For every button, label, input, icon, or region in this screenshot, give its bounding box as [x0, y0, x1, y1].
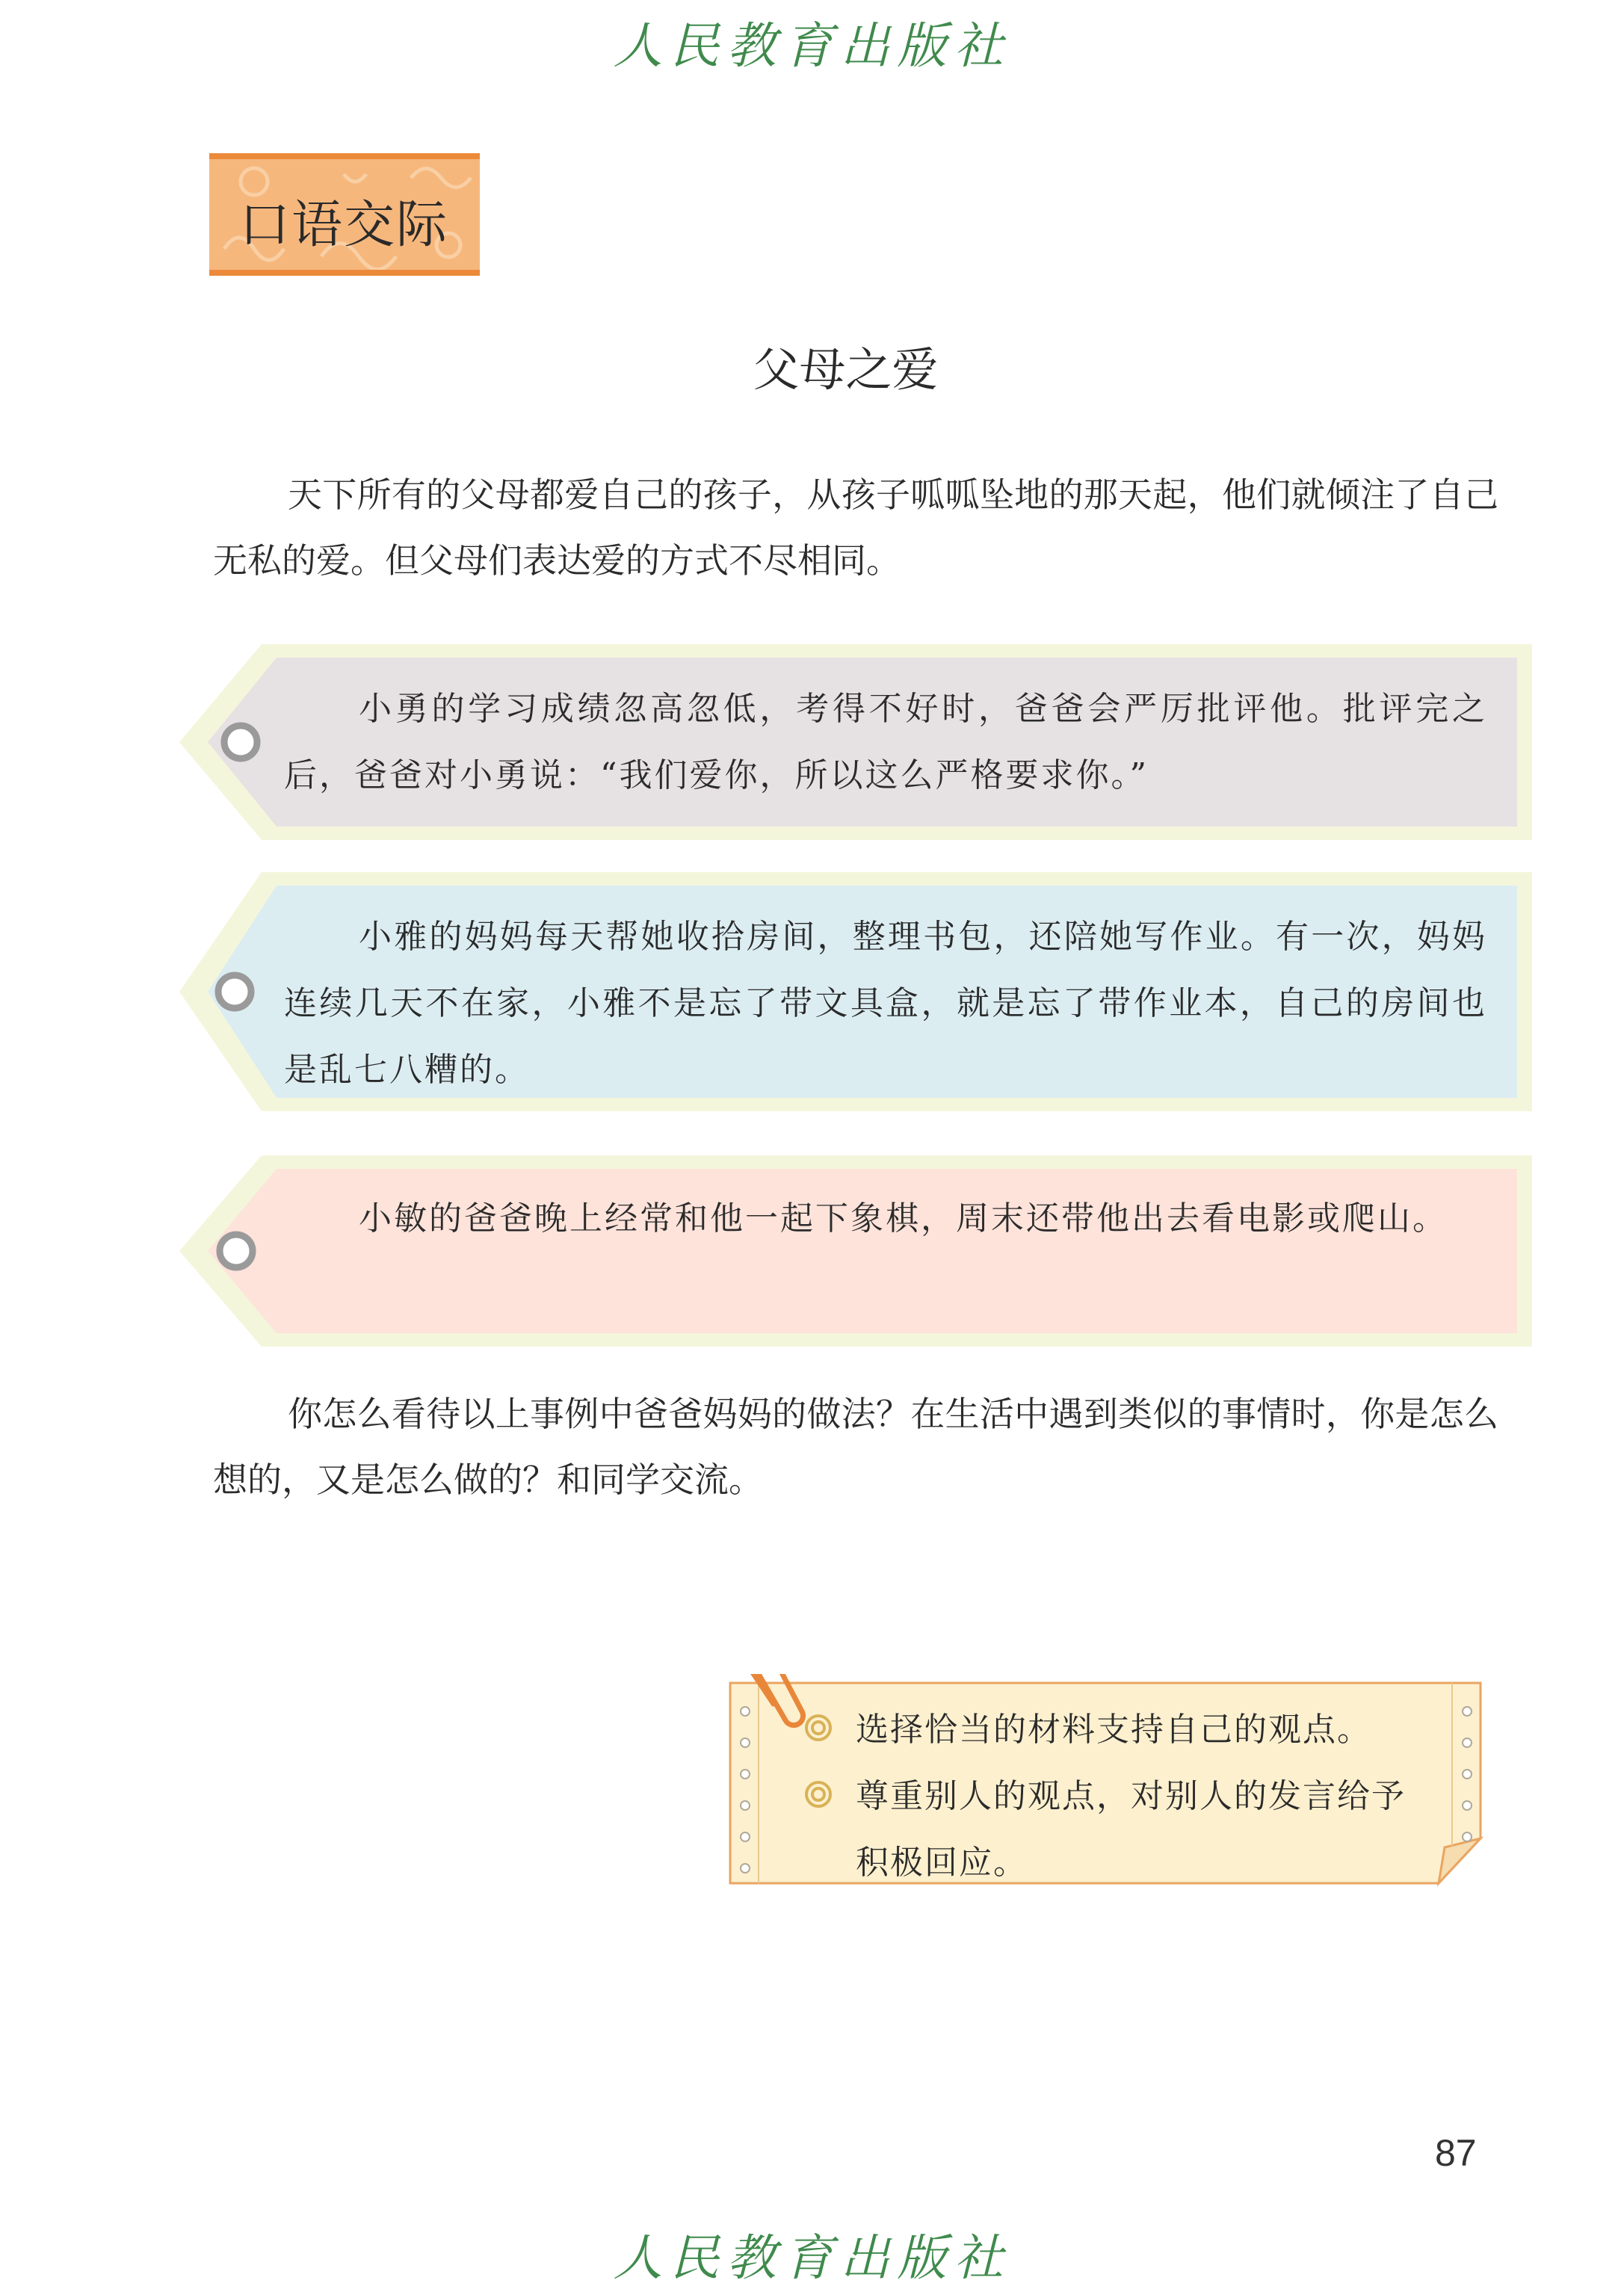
tip-note — [729, 1674, 1492, 1888]
tip-text-1: 选择恰当的材料支持自己的观点。 — [856, 1711, 1371, 1749]
example-card-1 — [179, 644, 1532, 840]
section-tag — [209, 153, 480, 276]
hole-icon — [218, 975, 251, 1008]
example-text-1: 小勇的学习成绩忽高忽低，考得不好时，爸爸会严厉批评他。批评完之后，爸爸对小勇说：“我们爱你，所以这么严格要求你。” — [284, 690, 1487, 794]
publisher-logo-bottom: 人民教育出版社 — [613, 2229, 1011, 2287]
tip-item — [803, 1696, 1416, 1763]
tip-item — [803, 1763, 1416, 1896]
page-number: 87 — [1435, 2132, 1477, 2174]
double-circle-bullet-icon — [803, 1713, 833, 1743]
hole-icon — [224, 726, 257, 759]
hole-icon — [220, 1235, 253, 1267]
page-title: 父母之爱 — [753, 342, 939, 397]
example-card-2 — [179, 872, 1532, 1111]
double-circle-bullet-icon — [803, 1779, 833, 1809]
discussion-question: 你怎么看待以上事例中爸爸妈妈的做法？在生活中遇到类似的事情时，你是怎么想的，又是怎么做的？和同学交流。 — [213, 1394, 1498, 1500]
intro-paragraph: 天下所有的父母都爱自己的孩子，从孩子呱呱坠地的那天起，他们就倾注了自己无私的爱。但父母们表达爱的方式不尽相同。 — [213, 475, 1498, 581]
example-text-2: 小雅的妈妈每天帮她收拾房间，整理书包，还陪她写作业。有一次，妈妈连续几天不在家，小雅不是忘了带文具盒，就是忘了带作业本，自己的房间也是乱七八糟的。 — [284, 918, 1487, 1089]
example-card-3 — [179, 1155, 1532, 1347]
tip-list — [803, 1696, 1416, 1896]
section-tag-label: 口语交际 — [239, 196, 449, 255]
example-text-3: 小敏的爸爸晚上经常和他一起下象棋，周末还带他出去看电影或爬山。 — [359, 1199, 1448, 1238]
publisher-logo-top: 人民教育出版社 — [613, 17, 1011, 75]
tip-text-2: 尊重别人的观点，对别人的发言给予积极回应。 — [856, 1777, 1406, 1882]
